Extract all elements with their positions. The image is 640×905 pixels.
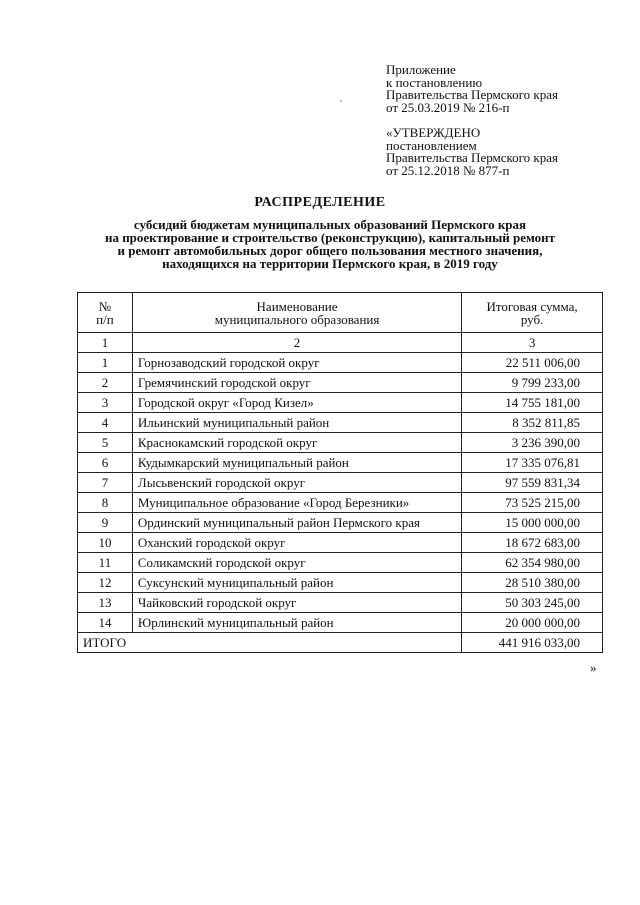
- table-row: [78, 413, 603, 433]
- header-text: п/п: [96, 311, 114, 327]
- approval-line: Правительства Пермского края: [386, 150, 558, 165]
- row-number: 12: [78, 573, 133, 593]
- row-sum: 8 352 811,85: [462, 413, 603, 433]
- table-row: [78, 493, 603, 513]
- table-row: [78, 553, 603, 573]
- subtitle-line: и ремонт автомобильных дорог общего пользования местного значения,: [117, 243, 543, 258]
- header-text: №: [98, 298, 112, 314]
- row-sum: 22 511 006,00: [462, 353, 603, 373]
- row-number: 5: [78, 433, 133, 453]
- row-number: 3: [78, 393, 133, 413]
- row-number: 10: [78, 533, 133, 553]
- row-sum: 17 335 076,81: [462, 453, 603, 473]
- row-number: 8: [78, 493, 133, 513]
- row-sum: 14 755 181,00: [462, 393, 603, 413]
- total-label: ИТОГО: [78, 633, 462, 653]
- appendix-line: к постановлению: [386, 74, 483, 90]
- column-number-row: [78, 333, 603, 353]
- header-text: муниципального образования: [214, 311, 380, 327]
- row-number: 1: [78, 353, 133, 373]
- header-name: [132, 293, 461, 333]
- table-row: [78, 473, 603, 493]
- column-number: 2: [132, 333, 461, 353]
- column-number: 1: [78, 333, 133, 353]
- table-row: [78, 433, 603, 453]
- table-row: [78, 513, 603, 533]
- appendix-line: Правительства Пермского края: [386, 87, 558, 102]
- row-sum: 9 799 233,00: [462, 373, 603, 393]
- table-row: [78, 573, 603, 593]
- row-name: Муниципальное образование «Город Березники»: [132, 493, 461, 513]
- table-row: [78, 533, 603, 553]
- table-header-row: [78, 293, 603, 333]
- row-name: Чайковский городской округ: [132, 593, 461, 613]
- scan-speck: [340, 100, 342, 102]
- table-row: [78, 393, 603, 413]
- table-row: [78, 453, 603, 473]
- row-sum: 73 525 215,00: [462, 493, 603, 513]
- appendix-line: Приложение: [386, 62, 456, 77]
- row-sum: 15 000 000,00: [462, 513, 603, 533]
- row-number: 6: [78, 453, 133, 473]
- approval-line: постановлением: [386, 137, 477, 153]
- table-row: [78, 353, 603, 373]
- header-number: [78, 293, 133, 333]
- subtitle-line: находящихся на территории Пермского края, в 2019 году: [162, 256, 498, 271]
- row-sum: 18 672 683,00: [462, 533, 603, 553]
- row-sum: 20 000 000,00: [462, 613, 603, 633]
- document-title: РАСПРЕДЕЛЕНИЕ: [254, 195, 386, 210]
- distribution-table: [77, 292, 603, 653]
- row-name: Лысьвенский городской округ: [132, 473, 461, 493]
- header-text: Наименование: [256, 298, 338, 314]
- header-text: Итоговая сумма,: [486, 298, 578, 314]
- row-number: 7: [78, 473, 133, 493]
- subtitle-line: на проектирование и строительство (реконструкцию), капитальный ремонт: [104, 230, 556, 245]
- row-number: 2: [78, 373, 133, 393]
- approval-header: [386, 127, 558, 177]
- table-row: [78, 373, 603, 393]
- approval-line: «УТВЕРЖДЕНО: [386, 125, 481, 140]
- row-name: Ординский муниципальный район Пермского края: [132, 513, 461, 533]
- row-number: 9: [78, 513, 133, 533]
- row-name: Оханский городской округ: [132, 533, 461, 553]
- header-text: руб.: [520, 311, 544, 327]
- row-number: 13: [78, 593, 133, 613]
- row-name: Соликамский городской округ: [132, 553, 461, 573]
- header-sum: [462, 293, 603, 333]
- row-sum: 97 559 831,34: [462, 473, 603, 493]
- row-number: 14: [78, 613, 133, 633]
- row-name: Городской округ «Город Кизел»: [132, 393, 461, 413]
- approval-line: от 25.12.2018 № 877-п: [386, 162, 510, 178]
- subtitle-line: субсидий бюджетам муниципальных образований Пермского края: [133, 217, 527, 232]
- total-row: [78, 633, 603, 653]
- row-sum: 62 354 980,00: [462, 553, 603, 573]
- row-sum: 50 303 245,00: [462, 593, 603, 613]
- row-name: Ильинский муниципальный район: [132, 413, 461, 433]
- row-sum: 3 236 390,00: [462, 433, 603, 453]
- row-name: Юрлинский муниципальный район: [132, 613, 461, 633]
- table-row: [78, 613, 603, 633]
- row-sum: 28 510 380,00: [462, 573, 603, 593]
- document-subtitle: [60, 218, 600, 270]
- row-name: Суксунский муниципальный район: [132, 573, 461, 593]
- total-sum: 441 916 033,00: [462, 633, 603, 653]
- table-row: [78, 593, 603, 613]
- row-number: 4: [78, 413, 133, 433]
- column-number: 3: [462, 333, 603, 353]
- row-number: 11: [78, 553, 133, 573]
- appendix-line: от 25.03.2019 № 216-п: [386, 99, 510, 115]
- row-name: Гремячинский городской округ: [132, 373, 461, 393]
- row-name: Кудымкарский муниципальный район: [132, 453, 461, 473]
- appendix-header: [386, 64, 558, 114]
- row-name: Краснокамский городской округ: [132, 433, 461, 453]
- closing-quote: »: [590, 660, 597, 675]
- row-name: Горнозаводский городской округ: [132, 353, 461, 373]
